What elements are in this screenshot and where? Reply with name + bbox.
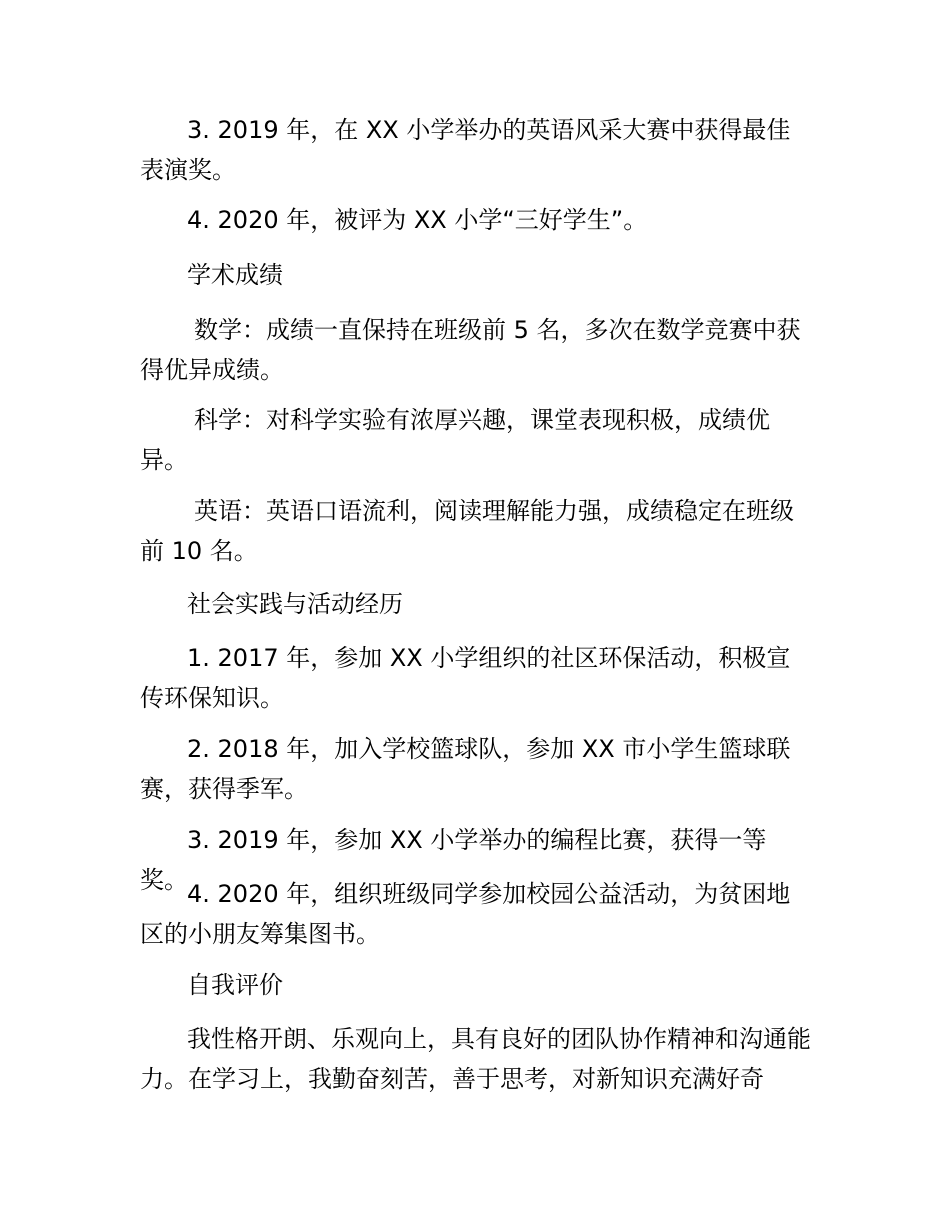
paragraph-math: 数学：成绩一直保持在班级前 5 名，多次在数学竞赛中获得优异成绩。 bbox=[140, 316, 801, 384]
section-heading-academic: 学术成绩 bbox=[187, 261, 283, 289]
paragraph-award-2019: 3. 2019 年，在 XX 小学举办的英语风采大赛中获得最佳表演奖。 bbox=[140, 116, 791, 184]
section-heading-self: 自我评价 bbox=[187, 971, 283, 999]
paragraph-award-2020: 4. 2020 年，被评为 XX 小学“三好学生”。 bbox=[187, 206, 648, 234]
paragraph-self-evaluation: 我性格开朗、乐观向上，具有良好的团队协作精神和沟通能力。在学习上，我勤奋刻苦，善于思考，对新知识充满好奇 bbox=[140, 1025, 811, 1093]
section-heading-practice: 社会实践与活动经历 bbox=[187, 590, 403, 618]
paragraph-science: 科学：对科学实验有浓厚兴趣，课堂表现积极，成绩优异。 bbox=[140, 406, 770, 474]
paragraph-practice-2018: 2. 2018 年，加入学校篮球队，参加 XX 市小学生篮球联赛，获得季军。 bbox=[140, 735, 791, 803]
paragraph-practice-2020: 4. 2020 年，组织班级同学参加校园公益活动，为贫困地区的小朋友筹集图书。 bbox=[140, 880, 791, 948]
paragraph-english: 英语：英语口语流利，阅读理解能力强，成绩稳定在班级前 10 名。 bbox=[140, 497, 794, 565]
paragraph-practice-2017: 1. 2017 年，参加 XX 小学组织的社区环保活动，积极宣传环保知识。 bbox=[140, 644, 791, 712]
paragraph-practice-2019: 3. 2019 年，参加 XX 小学举办的编程比赛，获得一等奖。 bbox=[140, 826, 767, 894]
